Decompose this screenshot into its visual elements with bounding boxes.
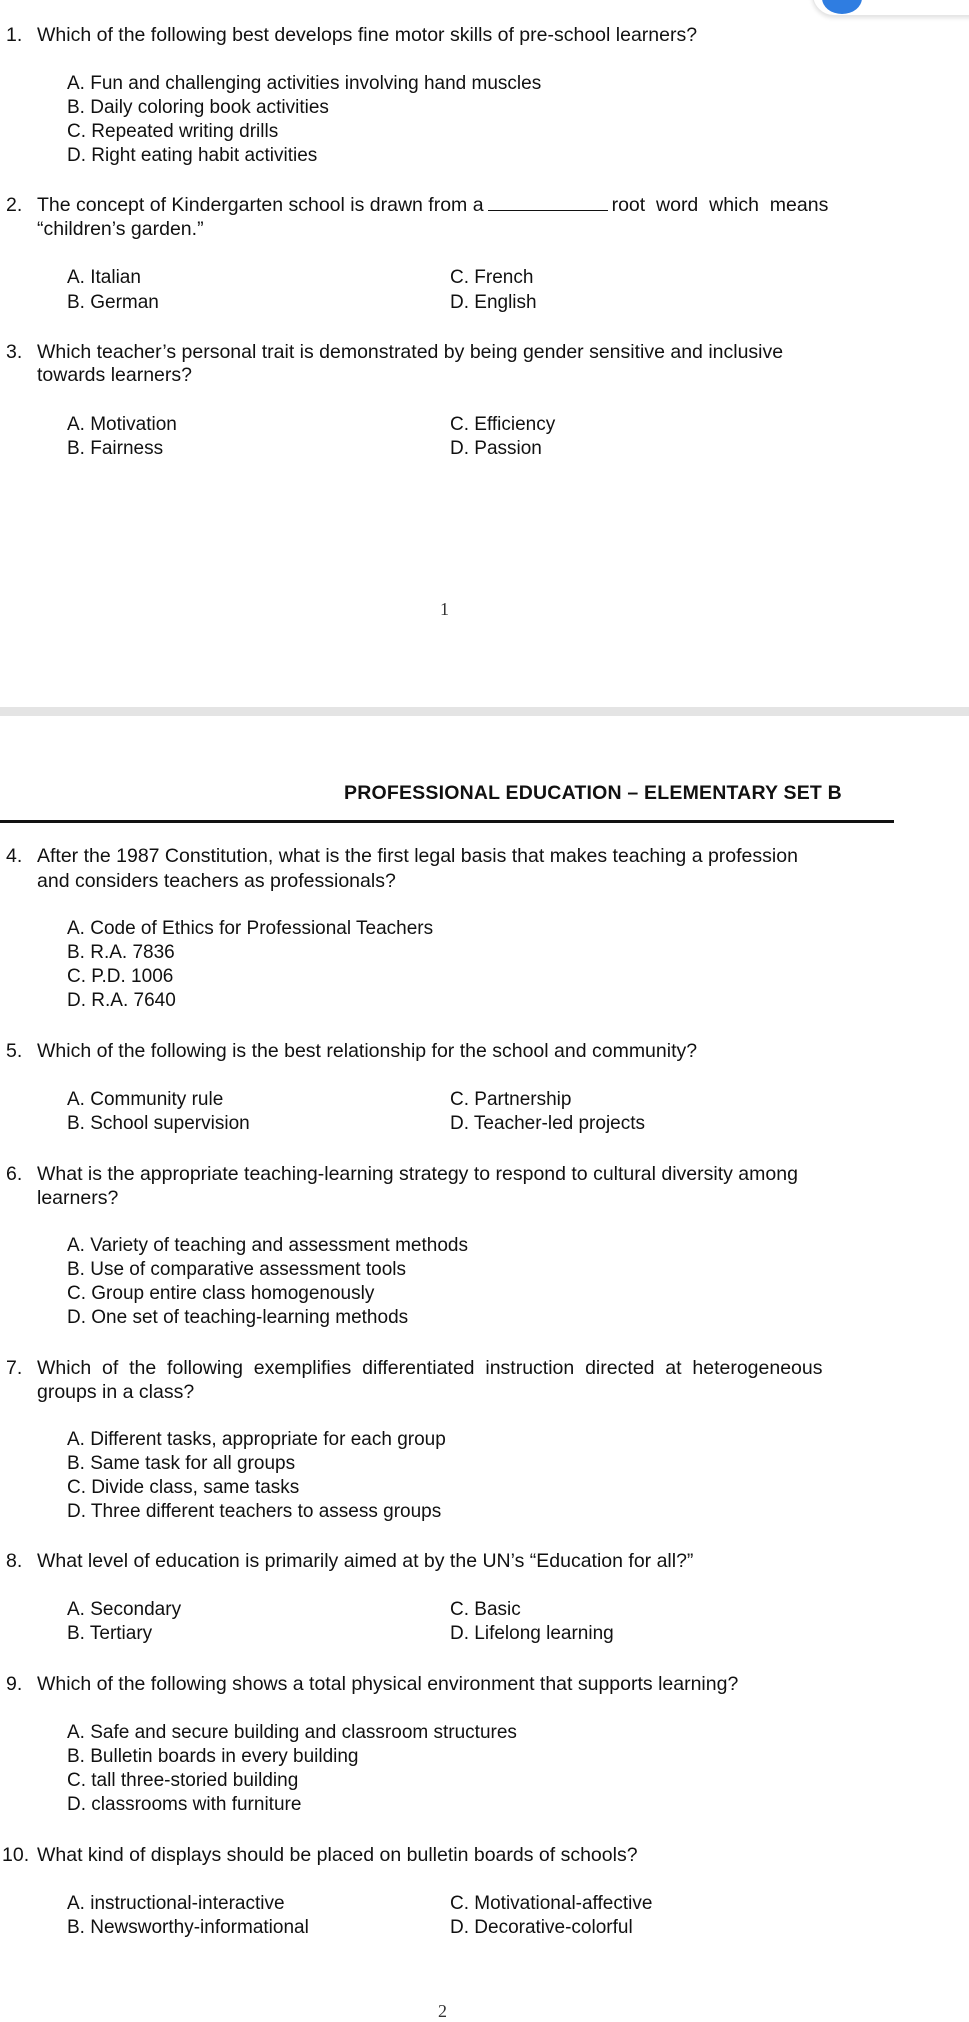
question-number: 9. (6, 1673, 23, 1695)
option-c: C. French (450, 267, 534, 288)
option-c: C. Partnership (450, 1089, 572, 1110)
question-number: 5. (6, 1040, 23, 1062)
option-c: C. Group entire class homogenously (67, 1283, 375, 1304)
question-number: 3. (6, 341, 23, 363)
option-d: D. One set of teaching-learning methods (67, 1307, 409, 1328)
option-a: A. Motivation (67, 414, 177, 435)
answer-blank (488, 194, 608, 211)
option-d: D. English (450, 292, 537, 313)
question-text: What level of education is primarily aimed at by the UN’s “Education for all?” (37, 1550, 694, 1572)
header-rule (0, 820, 894, 823)
question-text-after-blank: root word which means (611, 194, 829, 216)
option-c: C. Efficiency (450, 414, 556, 435)
question-text-line2: groups in a class? (37, 1381, 195, 1403)
question-number: 8. (6, 1550, 23, 1572)
option-b: B. German (67, 292, 159, 313)
option-c: C. P.D. 1006 (67, 966, 174, 987)
option-b: B. Fairness (67, 438, 164, 459)
option-d: D. classrooms with furniture (67, 1794, 302, 1815)
option-b: B. Tertiary (67, 1623, 153, 1644)
option-d: D. Decorative-colorful (450, 1917, 633, 1938)
option-d: D. Lifelong learning (450, 1623, 614, 1644)
option-b: B. Newsworthy-informational (67, 1917, 309, 1938)
question-text-line2: towards learners? (37, 364, 192, 386)
option-a: A. instructional-interactive (67, 1893, 285, 1914)
question-number: 2. (6, 194, 23, 216)
question-text: What kind of displays should be placed on bulletin boards of schools? (37, 1844, 638, 1866)
option-a: A. Different tasks, appropriate for each group (67, 1429, 446, 1450)
question-number: 6. (6, 1163, 23, 1185)
page-number: 2 (438, 2001, 447, 2021)
option-c: C. tall three-storied building (67, 1770, 299, 1791)
question-text: Which teacher’s personal trait is demonstrated by being gender sensitive and inclusive (37, 341, 784, 363)
option-c: C. Repeated writing drills (67, 121, 279, 142)
option-a: A. Safe and secure building and classroom structures (67, 1722, 517, 1743)
option-c: C. Motivational-affective (450, 1893, 653, 1914)
option-d: D. Teacher-led projects (450, 1113, 646, 1134)
question-text-line2: learners? (37, 1187, 119, 1209)
option-b: B. Daily coloring book activities (67, 97, 329, 118)
question-text-line2: and considers teachers as professionals? (37, 870, 396, 892)
page-header: PROFESSIONAL EDUCATION – ELEMENTARY SET B (344, 782, 842, 804)
option-a: A. Community rule (67, 1089, 224, 1110)
question-text-line2: “children’s garden.” (37, 218, 204, 240)
question-number: 10. (2, 1844, 30, 1866)
option-c: C. Divide class, same tasks (67, 1477, 300, 1498)
option-b: B. Same task for all groups (67, 1453, 296, 1474)
option-a: A. Code of Ethics for Professional Teachers (67, 918, 434, 939)
page-number: 1 (440, 599, 449, 619)
question-text: What is the appropriate teaching-learning strategy to respond to cultural diversity among (37, 1163, 798, 1185)
question-number: 4. (6, 845, 23, 867)
question-text: Which of the following shows a total physical environment that supports learning? (37, 1673, 739, 1695)
option-a: A. Fun and challenging activities involving hand muscles (67, 73, 542, 94)
question-text: Which of the following is the best relationship for the school and community? (37, 1040, 698, 1062)
option-d: D. R.A. 7640 (67, 990, 176, 1011)
option-d: D. Right eating habit activities (67, 145, 318, 166)
option-b: B. R.A. 7836 (67, 942, 175, 963)
option-a: A. Italian (67, 267, 141, 288)
option-d: D. Three different teachers to assess groups (67, 1501, 442, 1522)
question-number: 1. (6, 24, 23, 46)
page-separator (0, 707, 969, 716)
option-d: D. Passion (450, 438, 542, 459)
option-b: B. School supervision (67, 1113, 250, 1134)
question-text: Which of the following exemplifies differentiated instruction directed at heterogeneous (37, 1357, 823, 1379)
question-text-before-blank: The concept of Kindergarten school is drawn from a (37, 194, 484, 216)
option-c: C. Basic (450, 1599, 521, 1620)
question-text: Which of the following best develops fine motor skills of pre-school learners? (37, 24, 698, 46)
question-text (37, 194, 828, 216)
question-text: After the 1987 Constitution, what is the first legal basis that makes teaching a profession (37, 845, 798, 867)
option-a: A. Secondary (67, 1599, 182, 1620)
question-number: 7. (6, 1357, 23, 1379)
option-b: B. Use of comparative assessment tools (67, 1259, 406, 1280)
option-b: B. Bulletin boards in every building (67, 1746, 359, 1767)
option-a: A. Variety of teaching and assessment methods (67, 1235, 468, 1256)
